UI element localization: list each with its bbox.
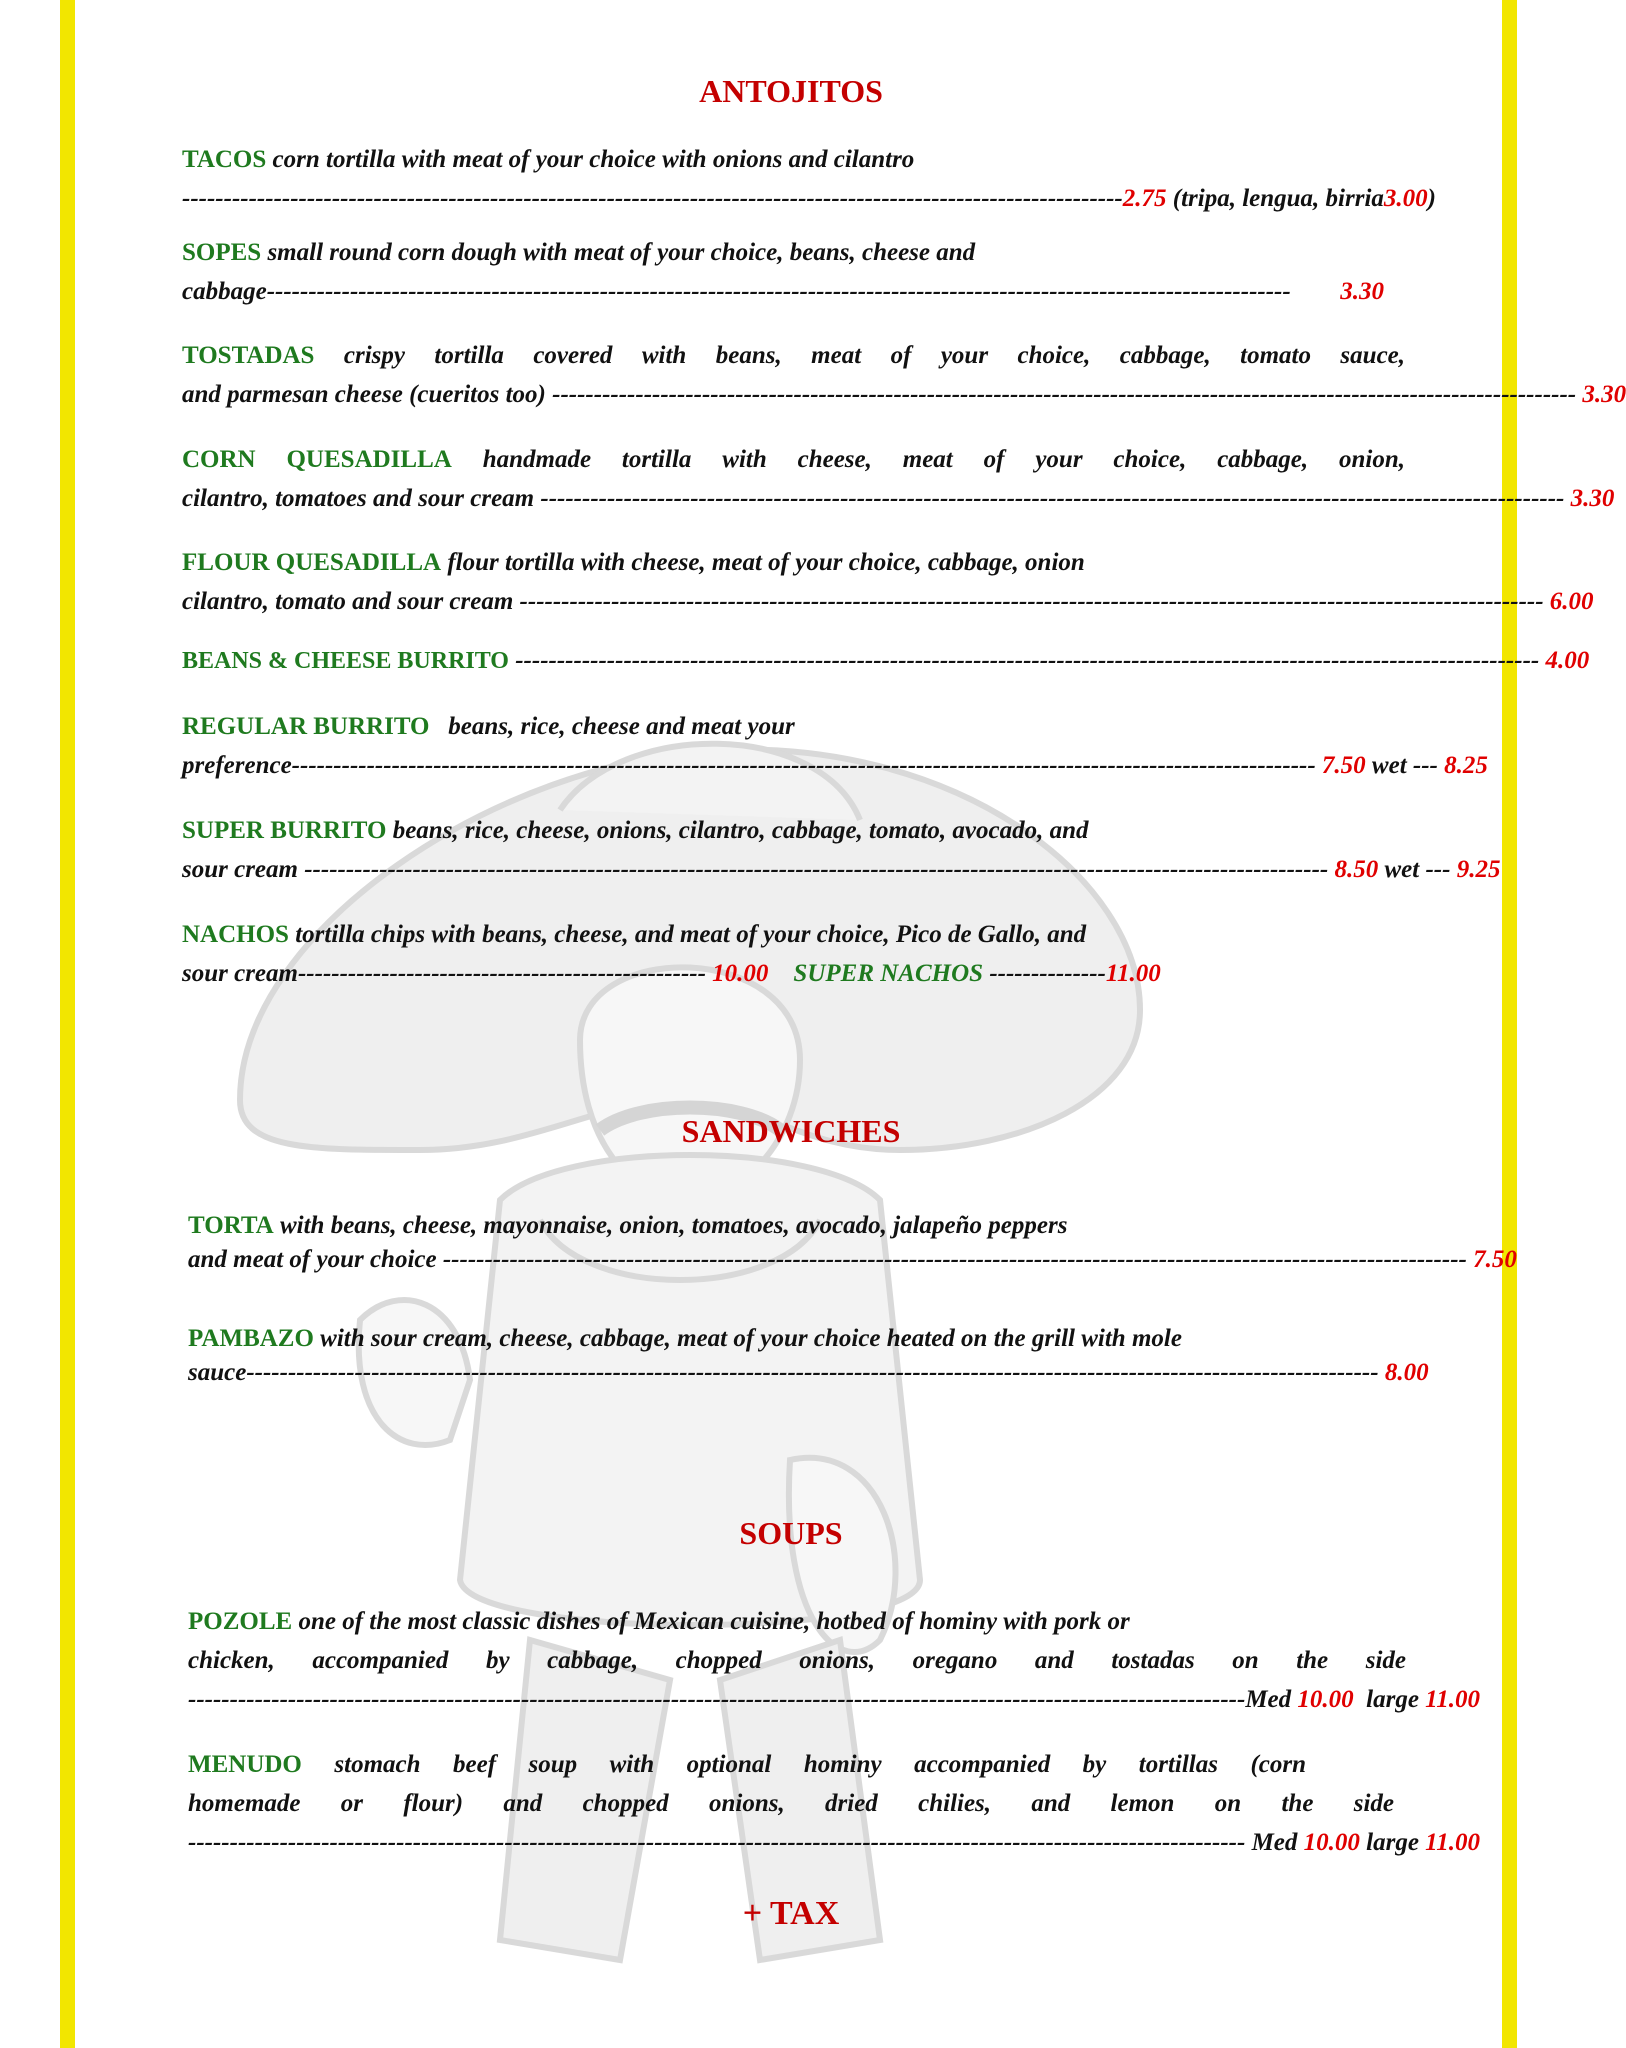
item-description-cont: preference: [182, 752, 292, 779]
item-name: TORTA: [188, 1212, 274, 1239]
dot-leader: ---------------------------------------------------------------------------------------------------------------------------: [519, 588, 1544, 615]
item-description-cont: cilantro, tomatoes and sour cream: [182, 485, 535, 512]
menu-item-tostadas: [182, 336, 1626, 414]
item-description-cont: homemade or flour) and chopped onions, dried chilies, and lemon on the side: [188, 1790, 1394, 1817]
item-name: SOPES: [182, 239, 262, 266]
tax-note: + TAX: [742, 1895, 840, 1932]
item-price: 10.00: [712, 960, 769, 987]
dot-leader: ----------------------------------------------------------------------------------------------------------------------------------------: [246, 1359, 1379, 1386]
item-extra-close: ): [1427, 185, 1436, 212]
item-price: 3.30: [1582, 381, 1626, 408]
item-name: TOSTADAS: [182, 342, 315, 369]
item-extra-price: 3.00: [1383, 185, 1428, 212]
med-price: 10.00: [1303, 1829, 1360, 1856]
item-description-cont: sauce: [188, 1359, 247, 1386]
item-description-cont: cilantro, tomato and sour cream: [182, 588, 514, 615]
item-name: NACHOS: [182, 921, 289, 948]
item-price: 3.30: [1340, 278, 1384, 305]
menu-item-regular-burrito: [182, 707, 1488, 785]
item-name: MENUDO: [188, 1751, 302, 1778]
menu-item-beans-cheese-burrito: [182, 641, 1590, 681]
item-name: SUPER BURRITO: [182, 817, 387, 844]
item-description-cont: and parmesan cheese (cueritos too): [182, 381, 546, 408]
wet-price: 9.25: [1456, 856, 1501, 883]
item-price: 2.75: [1122, 185, 1167, 212]
dot-leader: -----------------------------------------------------------------------------------------------------------------: [182, 185, 1123, 212]
item-price: 6.00: [1549, 588, 1594, 615]
dot-leader: ---------------------------------------------------------------------------------------------------------------------------: [515, 647, 1540, 674]
item-description: small round corn dough with meat of your choice, beans, cheese and: [267, 239, 976, 266]
item-description: corn tortilla with meat of your choice with onions and cilantro: [272, 146, 915, 173]
dot-leader: -------------------------------------------------------------------------------------------------------------------------------: [188, 1829, 1246, 1856]
wet-label: wet ---: [1371, 752, 1438, 779]
item-name: PAMBAZO: [188, 1325, 314, 1352]
item-extra: (tripa, lengua, birria: [1172, 185, 1384, 212]
item-price: 7.50: [1321, 752, 1366, 779]
large-price: 11.00: [1425, 1686, 1481, 1713]
menu-item-sopes: [182, 233, 1402, 311]
dot-leader: ---------------------------------------------------------------------------------------------------------------------------: [442, 1246, 1467, 1273]
item-description: with beans, cheese, mayonnaise, onion, tomatoes, avocado, jalapeño peppers: [279, 1212, 1068, 1239]
dot-leader: -------------------------------------------------: [297, 960, 706, 987]
item-description-cont: cabbage: [182, 278, 267, 305]
dot-leader: ---------------------------------------------------------------------------------------------------------------------------: [304, 856, 1329, 883]
item-description-cont: sour cream: [182, 856, 298, 883]
item-name: BEANS & CHEESE BURRITO: [182, 648, 509, 674]
dot-leader: -------------------------------------------------------------------------------------------------------------------------------: [188, 1686, 1246, 1713]
item-description: beans, rice, cheese and meat your: [448, 713, 795, 740]
large-label: large: [1366, 1686, 1419, 1713]
med-price: 10.00: [1297, 1686, 1354, 1713]
item-name: TACOS: [182, 146, 267, 173]
item-description: flour tortilla with cheese, meat of your choice, cabbage, onion: [447, 549, 1085, 576]
item-description: crispy tortilla covered with beans, meat of your choice, cabbage, tomato sauce,: [343, 342, 1406, 369]
large-price: 11.00: [1425, 1829, 1481, 1856]
med-label: Med: [1251, 1829, 1298, 1856]
section-title-antojitos: ANTOJITOS: [699, 73, 883, 109]
item-description: handmade tortilla with cheese, meat of your choice, cabbage, onion,: [482, 446, 1406, 473]
item-description: tortilla chips with beans, cheese, and meat of your choice, Pico de Gallo, and: [295, 921, 1087, 948]
menu-item-torta: [188, 1209, 1517, 1277]
item-description: stomach beef soup with optional hominy accompanied by tortillas (corn: [334, 1751, 1307, 1778]
item-description-cont: sour cream: [182, 960, 298, 987]
menu-item-nachos: [182, 915, 1402, 993]
section-title-soups: SOUPS: [739, 1515, 843, 1551]
dot-leader: ---------------------------------------------------------------------------------------------------------------------------: [552, 381, 1577, 408]
item-price: 7.50: [1473, 1246, 1517, 1273]
item-description: beans, rice, cheese, onions, cilantro, cabbage, tomato, avocado, and: [392, 817, 1089, 844]
menu-item-corn-quesadilla: [182, 440, 1615, 518]
item-price: 8.50: [1334, 856, 1379, 883]
menu-item-tacos: [182, 140, 1436, 218]
item-name: CORN QUESADILLA: [182, 446, 452, 473]
menu-item-pambazo: [188, 1322, 1429, 1390]
section-title-sandwiches: SANDWICHES: [681, 1113, 901, 1149]
item-name: FLOUR QUESADILLA: [182, 549, 442, 576]
item-name: REGULAR BURRITO: [182, 713, 430, 740]
super-nachos-name: SUPER NACHOS: [793, 960, 984, 987]
item-price: 8.00: [1384, 1359, 1429, 1386]
med-label: Med: [1245, 1686, 1292, 1713]
item-price: 3.30: [1570, 485, 1615, 512]
item-description-cont: chicken, accompanied by cabbage, chopped onions, oregano and tostadas on the side: [188, 1647, 1406, 1674]
dot-leader: ---------------------------------------------------------------------------------------------------------------------------: [266, 278, 1291, 305]
menu-item-flour-quesadilla: [182, 543, 1594, 621]
large-label: large: [1366, 1829, 1419, 1856]
item-price: 4.00: [1545, 647, 1590, 674]
dot-leader: --------------: [989, 960, 1106, 987]
super-nachos-price: 11.00: [1105, 960, 1161, 987]
item-description: one of the most classic dishes of Mexican cuisine, hotbed of hominy with pork or: [298, 1608, 1130, 1635]
item-description-cont: and meat of your choice: [188, 1246, 437, 1273]
dot-leader: ---------------------------------------------------------------------------------------------------------------------------: [291, 752, 1316, 779]
menu-item-menudo: [188, 1745, 1481, 1862]
wet-price: 8.25: [1444, 752, 1488, 779]
item-name: POZOLE: [188, 1608, 293, 1635]
menu-item-super-burrito: [182, 811, 1501, 889]
menu-item-pozole: [188, 1602, 1481, 1719]
wet-label: wet ---: [1384, 856, 1451, 883]
item-description: with sour cream, cheese, cabbage, meat of your choice heated on the grill with mole: [320, 1325, 1182, 1352]
dot-leader: ---------------------------------------------------------------------------------------------------------------------------: [540, 485, 1565, 512]
